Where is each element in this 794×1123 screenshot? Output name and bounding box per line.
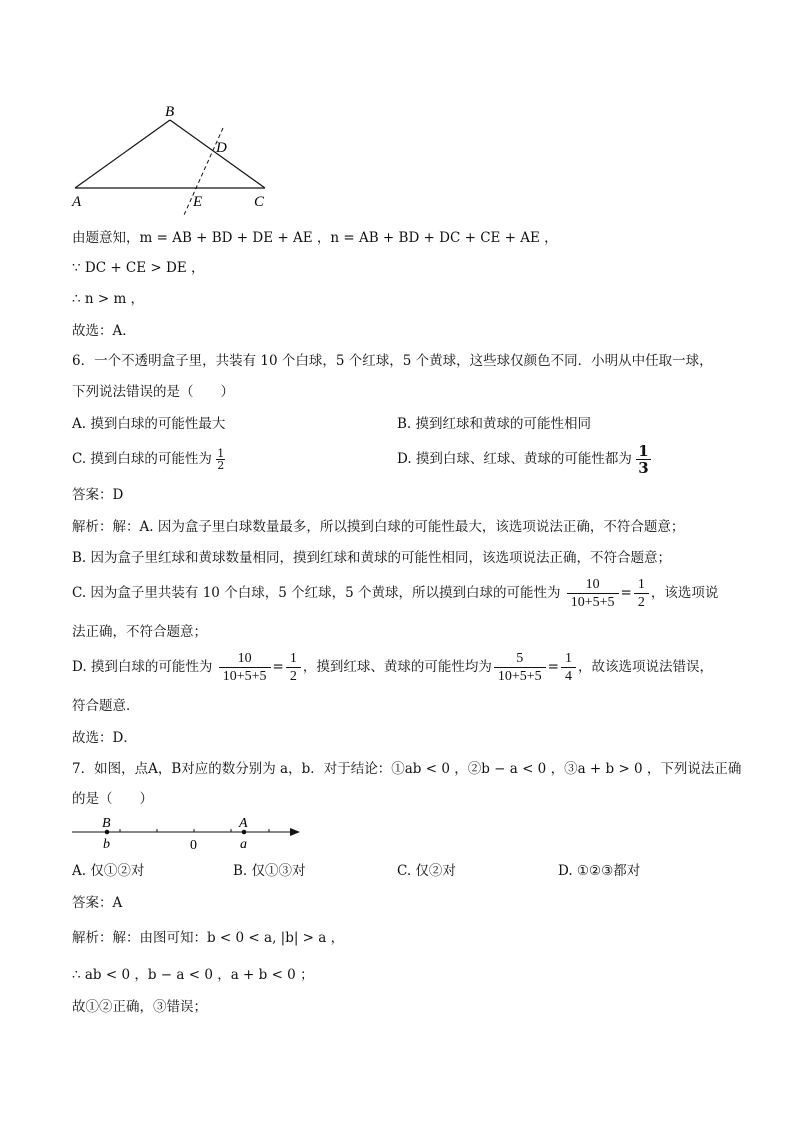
label-point-b: B bbox=[102, 816, 111, 831]
q6-stem-line2: 下列说法错误的是（ ） bbox=[72, 384, 234, 400]
q7-option-b: B. 仅①③对 bbox=[233, 863, 306, 879]
q6-analysis-d-line2: 符合题意． bbox=[72, 698, 140, 714]
q7-analysis-line2: ∴ ab < 0 ，b − a < 0 ，a + b < 0 ； bbox=[72, 967, 314, 983]
q7-option-d: D. ①②③都对 bbox=[558, 863, 641, 879]
fraction: $\frac{1}{2}$ bbox=[634, 576, 649, 611]
q5-answer: 故选：A． bbox=[72, 323, 136, 339]
fraction: $\frac{10}{10+5+5}$ bbox=[219, 650, 271, 685]
q5-line2: ∵ DC + CE > DE ， bbox=[72, 260, 205, 276]
q6-option-c-fraction: $\frac{1}{2}$ bbox=[217, 447, 225, 472]
label-value-b: b bbox=[103, 837, 110, 852]
q6-answer: 答案：D bbox=[72, 487, 124, 503]
q7-option-a: A. 仅①②对 bbox=[72, 863, 145, 879]
fraction: $\frac{1}{2}$ bbox=[286, 650, 301, 685]
q5-line3: ∴ n > m ， bbox=[72, 291, 145, 307]
triangle-figure bbox=[60, 100, 290, 220]
label-d: D bbox=[216, 140, 227, 156]
q7-analysis-line1: 解析：解：由图可知：b < 0 < a, |b| > a ， bbox=[72, 930, 345, 946]
q7-analysis-line3: 故①②正确，③错误； bbox=[72, 999, 207, 1015]
q6-final: 故选：D． bbox=[72, 730, 137, 746]
q7-answer: 答案：A bbox=[72, 895, 123, 911]
q6-option-d-text: D. 摸到白球、红球、黄球的可能性都为 bbox=[397, 451, 632, 467]
axis-arrow-icon bbox=[290, 828, 300, 836]
q6-option-c-text: C. 摸到白球的可能性为 bbox=[72, 451, 212, 467]
q7-stem-line1: 7．如图，点A，B对应的数分别为 a，b．对于结论：①ab < 0 ，②b − a < 0 ，③a + b > 0 ，下列说法正确 bbox=[72, 761, 742, 777]
q6-analysis-c: C. 因为盒子里共装有 10 个白球，5 个红球，5 个黄球，所以摸到白球的可能性为 $\frac{10}{10+5+5}$ = $\frac{1}{2}$ ，该选项说 bbox=[72, 577, 719, 610]
label-b: B bbox=[165, 104, 175, 120]
label-a: A bbox=[72, 194, 82, 210]
q6-option-a: A. 摸到白球的可能性最大 bbox=[72, 416, 226, 432]
label-e: E bbox=[193, 194, 203, 210]
fraction: $\frac{10}{10+5+5}$ bbox=[567, 576, 619, 611]
fraction: $\frac{5}{10+5+5}$ bbox=[494, 650, 546, 685]
fraction: $\frac{1}{4}$ bbox=[561, 650, 576, 685]
q6-option-b: B. 摸到红球和黄球的可能性相同 bbox=[397, 416, 592, 432]
q6-analysis-a: 解析：解：A. 因为盒子里白球数量最多，所以摸到白球的可能性最大，该选项说法正确，不符合题意； bbox=[72, 519, 685, 535]
label-c: C bbox=[254, 194, 265, 210]
q7-option-c: C. 仅②对 bbox=[397, 863, 456, 879]
number-line-figure bbox=[68, 812, 308, 854]
label-value-a: a bbox=[240, 837, 247, 852]
q6-option-c bbox=[72, 448, 225, 471]
q7-stem-line2: 的是（ ） bbox=[72, 791, 153, 807]
q6-analysis-b: B. 因为盒子里红球和黄球数量相同，摸到红球和黄球的可能性相同，该选项说法正确，不符合题意； bbox=[72, 550, 672, 566]
q5-line1: 由题意知，m = AB + BD + DE + AE ，n = AB + BD + DC + CE + AE ， bbox=[72, 230, 558, 246]
label-point-a: A bbox=[239, 816, 248, 831]
q6-option-d bbox=[397, 443, 651, 476]
q6-stem-line1: 6．一个不透明盒子里，共装有 10 个白球，5 个红球，5 个黄球，这些球仅颜色不同．小明从中任取一球， bbox=[72, 353, 713, 369]
q6-analysis-d: D. 摸到白球的可能性为 $\frac{10}{10+5+5}$ = $\frac{1}{2}$ ，摸到红球、黄球的可能性均为 $\frac{5}{10+5+5}$ = $\frac{1}{4}$ ，故该选项说法错误， bbox=[72, 651, 713, 684]
label-zero: 0 bbox=[190, 838, 197, 853]
q6-analysis-c-line2: 法正确，不符合题意； bbox=[72, 624, 207, 640]
q6-option-d-fraction: $\frac{1}{3}$ bbox=[638, 442, 649, 477]
side-ab bbox=[75, 120, 170, 188]
